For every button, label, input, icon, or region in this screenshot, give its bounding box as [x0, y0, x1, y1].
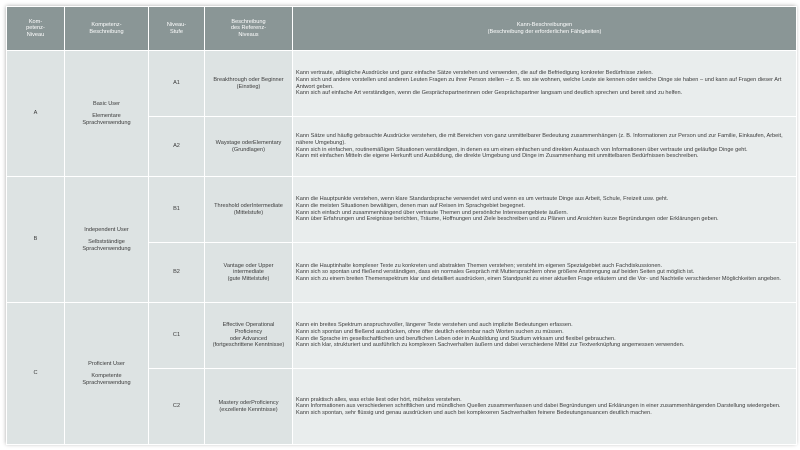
header-competence: Kompetenz- Beschreibung	[65, 7, 149, 51]
reference-cell-b2: Vantage oder Upper intermediate (gute Mittelstufe)	[205, 243, 293, 303]
table-row-a1	[7, 51, 797, 117]
competence-de: Elementare	[92, 113, 121, 120]
reference-cell-c1: Effective Operational Proficiency oder Advanced (fortgeschrittene Kenntnisse)	[205, 303, 293, 369]
header-can-descriptions: Kann-Beschreibungen (Beschreibung der erforderlichen Fähigkeiten)	[293, 7, 797, 51]
stage-cell-b1: B1	[149, 177, 205, 243]
reference-cell-a2: Waystage oderElementary (Grundlagen)	[205, 117, 293, 177]
description-cell-b2: Kann die Hauptinhalte komplexer Texte zu konkreten und abstrakten Themen verstehen; versteht im eigenen Spezialgebiet auch Fachdiskussionen. Kann sich so spontan und fließend verständigen, dass ein normales Gespräch mit Muttersprachlern ohne größere Anstrengung auf beiden Seiten gut möglich ist. Kann sich zu einem breiten Themenspektrum klar und detailliert ausdrücken, einen Standpunkt zu einer aktuellen Frage erläutern und die Vor- und Nachteile verschiedener Möglichkeiten angeben.	[293, 243, 797, 303]
description-cell-a1: Kann vertraute, alltägliche Ausdrücke und ganz einfache Sätze verstehen und verwenden, die auf die Befriedigung konkreter Bedürfnisse zielen. Kann sich und andere vorstellen und anderen Leuten Fragen zu ihrer Person stellen – z. B. wo sie wohnen, welche Leute sie kennen oder welche Dinge sie haben – und kann auf Fragen dieser Art Antwort geben. Kann sich auf einfache Art verständigen, wenn die Gesprächspartnerinnen oder Gesprächspartner langsam und deutlich sprechen und bereit sind zu helfen.	[293, 51, 797, 117]
stage-cell-a1: A1	[149, 51, 205, 117]
stage-cell-c2: C2	[149, 369, 205, 445]
competence-cell-c	[65, 303, 149, 445]
level-cell-b: B	[7, 177, 65, 303]
header-reference-description: Beschreibung des Referenz- Niveaus	[205, 7, 293, 51]
header-level: Kom- petenz- Niveau	[7, 7, 65, 51]
competence-en: Basic User	[92, 100, 121, 107]
competence-cell-a	[65, 51, 149, 177]
stage-cell-b2: B2	[149, 243, 205, 303]
stage-cell-a2: A2	[149, 117, 205, 177]
cefr-table-frame	[6, 6, 796, 444]
stage-cell-c1: C1	[149, 303, 205, 369]
header-row	[7, 7, 797, 51]
reference-cell-b1: Threshold oderIntermediate (Mittelstufe)	[205, 177, 293, 243]
table-row-c1	[7, 303, 797, 369]
reference-cell-c2: Mastery oderProficiency (exzellente Kenntnisse)	[205, 369, 293, 445]
competence-de: Sprachverwendung	[82, 245, 131, 252]
description-cell-a2: Kann Sätze und häufig gebrauchte Ausdrücke verstehen, die mit Bereichen von ganz unmittelbarer Bedeutung zusammenhängen (z. B. Informationen zur Person und zur Familie, Einkaufen, Arbeit, nähere Umgebung). Kann sich in einfachen, routinemäßigen Situationen verständigen, in denen es um einen einfachen und direkten Austausch von Informationen über vertraute und geläufige Dinge geht. Kann mit einfachen Mitteln die eigene Herkunft und Ausbildung, die direkte Umgebung und Dinge im Zusammenhang mit unmittelbaren Bedürfnissen beschreiben.	[293, 117, 797, 177]
competence-de: Selbstständige	[88, 239, 125, 246]
competence-de: Kompetente	[91, 373, 122, 380]
competence-en: Independent User	[84, 226, 129, 233]
description-cell-c1: Kann ein breites Spektrum anspruchsvoller, längerer Texte verstehen und auch implizite Bedeutungen erfassen. Kann sich spontan und fließend ausdrücken, ohne öfter deutlich erkennbar nach Worten suchen zu müssen. Kann die Sprache im gesellschaftlichen und beruflichen Leben oder in Ausbildung und Studium wirksam und flexibel gebrauchen. Kann sich klar, strukturiert und ausführlich zu komplexen Sachverhalten äußern und dabei verschiedene Mittel zur Textverknüpfung angemessen verwenden.	[293, 303, 797, 369]
competence-en: Proficient User	[88, 360, 125, 367]
level-cell-a: A	[7, 51, 65, 177]
reference-cell-a1: Breakthrough oder Beginner (Einstieg)	[205, 51, 293, 117]
cefr-levels-table	[6, 6, 797, 445]
header-stage: Niveau- Stufe	[149, 7, 205, 51]
table-row-b1	[7, 177, 797, 243]
competence-de: Sprachverwendung	[82, 119, 131, 126]
competence-de: Sprachverwendung	[82, 379, 131, 386]
description-cell-b1: Kann die Hauptpunkte verstehen, wenn klare Standardsprache verwendet wird und wenn es um vertraute Dinge aus Arbeit, Schule, Freizeit usw. geht. Kann die meisten Situationen bewältigen, denen man auf Reisen im Sprachgebiet begegnet. Kann sich einfach und zusammenhängend über vertraute Themen und persönliche Interessengebiete äußern. Kann über Erfahrungen und Ereignisse berichten, Träume, Hoffnungen und Ziele beschreiben und zu Plänen und Ansichten kurze Begründungen oder Erklärungen geben.	[293, 177, 797, 243]
description-cell-c2: Kann praktisch alles, was er/sie liest oder hört, mühelos verstehen. Kann Informationen aus verschiedenen schriftlichen und mündlichen Quellen zusammenfassen und dabei Begründungen und Erklärungen in einer zusammenhängenden Darstellung wiedergeben. Kann sich spontan, sehr flüssig und genau ausdrücken und auch bei komplexeren Sachverhalten feinere Bedeutungsnuancen deutlich machen.	[293, 369, 797, 445]
level-cell-c: C	[7, 303, 65, 445]
competence-cell-b	[65, 177, 149, 303]
